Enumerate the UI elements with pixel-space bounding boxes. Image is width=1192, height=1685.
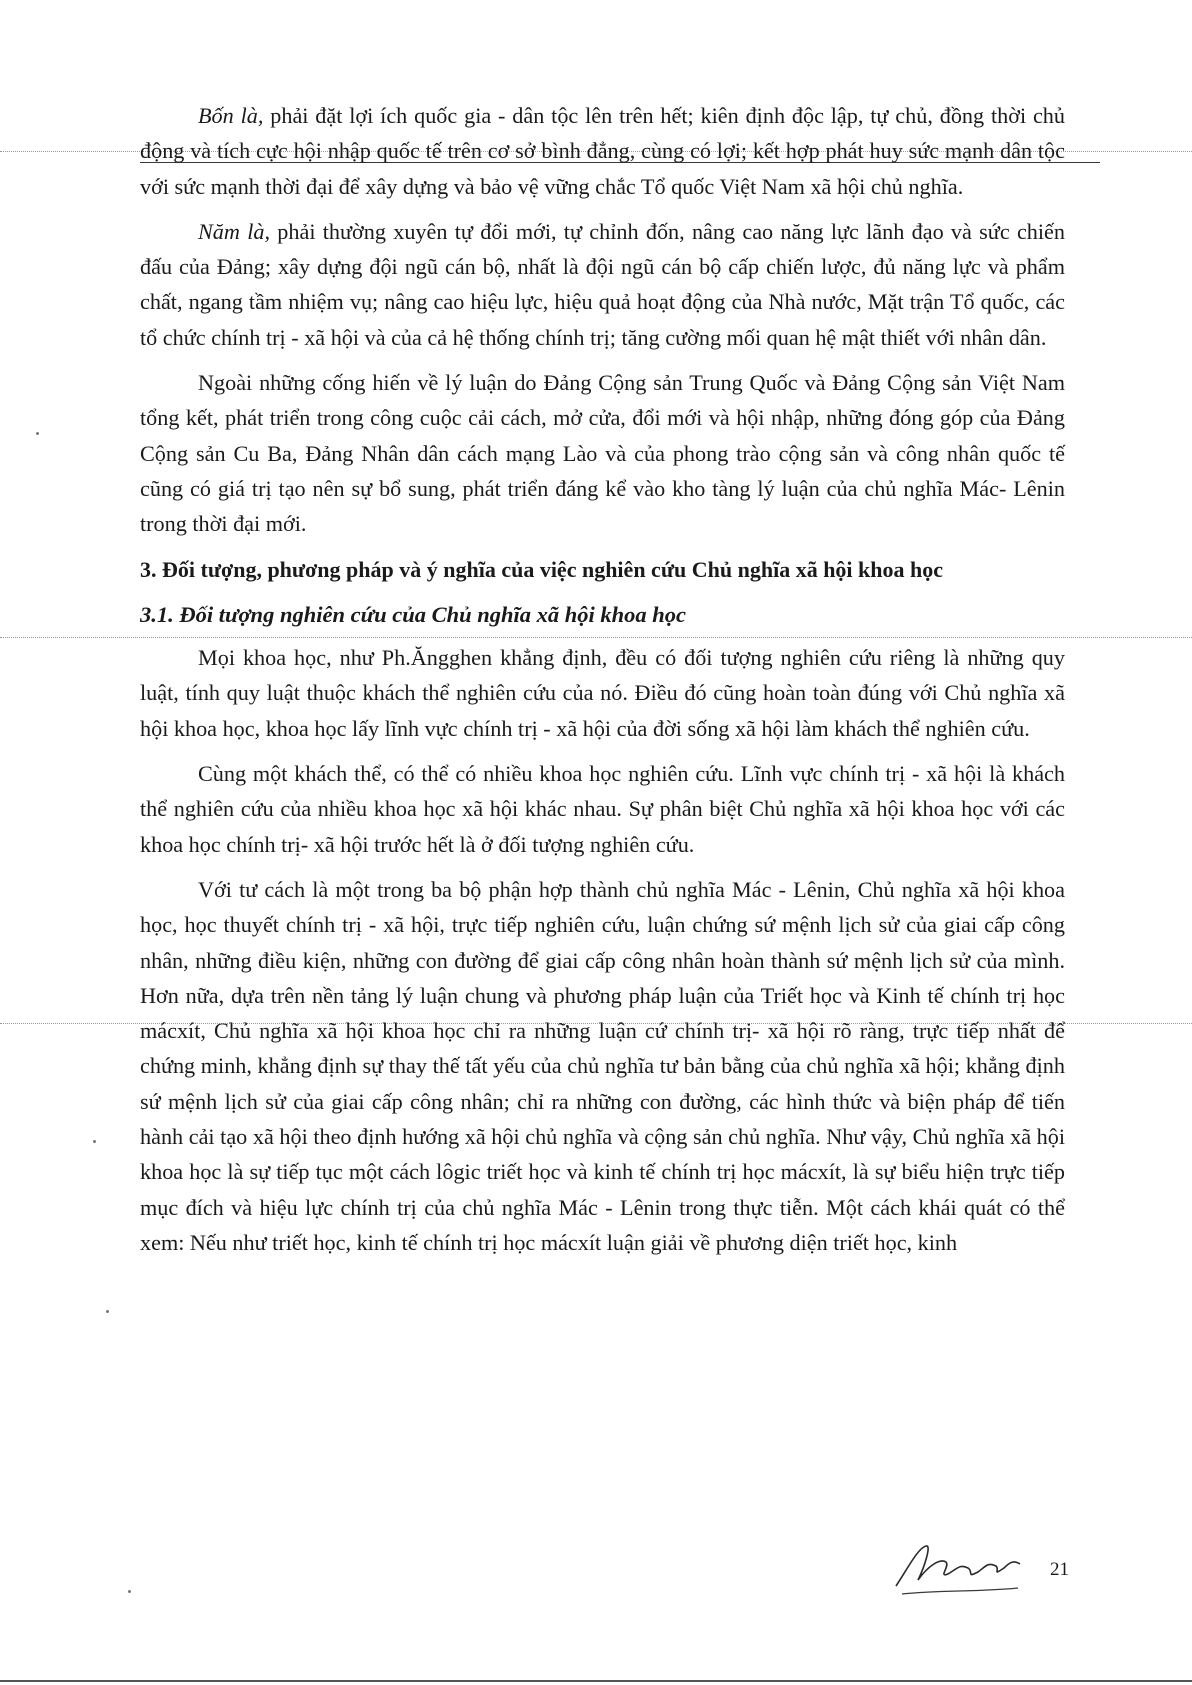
scan-speck [128, 1590, 131, 1593]
scan-bottom-edge [0, 1680, 1192, 1682]
paragraph-lead: Năm là, [198, 218, 270, 244]
section-heading-3-1: 3.1. Đối tượng nghiên cứu của Chủ nghĩa xã hội khoa học [140, 601, 687, 627]
signature-mark [888, 1538, 1038, 1598]
page-number: 21 [1050, 1559, 1069, 1580]
paragraph-text: phải thường xuyên tự đổi mới, tự chỉnh đốn, nâng cao năng lực lãnh đạo và sức chiến đấu của Đảng; xây dựng đội ngũ cán bộ, nhất là đội ngũ cán bộ cấp chiến lược, đủ năng lực và phẩm chất, ngang tầm nhiệm vụ; nâng cao hiệu lực, hiệu quả hoạt động của Nhà nước, Mặt trận Tổ quốc, các tổ chức chính trị - xã hội và của cả hệ thống chính trị; tăng cường mối quan hệ mật thiết với nhân dân. [140, 218, 1065, 350]
body-text [140, 98, 1065, 1270]
scan-speck [93, 1140, 96, 1143]
paragraph-contributions: Ngoài những cống hiến về lý luận do Đảng Cộng sản Trung Quốc và Đảng Cộng sản Việt Nam tổng kết, phát triển trong công cuộc cải cách, mở cửa, đổi mới và hội nhập, những đóng góp của Đảng Cộng sản Cu Ba, Đảng Nhân dân cách mạng Lào và của phong trào cộng sản và công nhân quốc tế cũng có giá trị tạo nên sự bổ sung, phát triển đáng kể vào kho tàng lý luận của chủ nghĩa Mác- Lênin trong thời đại mới. [140, 370, 1065, 537]
paragraph-role: Với tư cách là một trong ba bộ phận hợp thành chủ nghĩa Mác - Lênin, Chủ nghĩa xã hội khoa học, học thuyết chính trị - xã hội, trực tiếp nghiên cứu, luận chứng sứ mệnh lịch sử của giai cấp công nhân, những điều kiện, những con đường để giai cấp công nhân hoàn thành sứ mệnh lịch sử của mình. Hơn nữa, dựa trên nền tảng lý luận chung và phương pháp luận của Triết học và Kinh tế chính trị học mácxít, Chủ nghĩa xã hội khoa học chỉ ra những luận cứ chính trị- xã hội rõ ràng, trực tiếp nhất để chứng minh, khẳng định sự thay thế tất yếu của chủ nghĩa tư bản bằng của chủ nghĩa xã hội; khẳng định sứ mệnh lịch sử của giai cấp công nhân; chỉ ra những con đường, các hình thức và biện pháp để tiến hành cải tạo xã hội theo định hướng xã hội chủ nghĩa và cộng sản chủ nghĩa. Như vậy, Chủ nghĩa xã hội khoa học là sự tiếp tục một cách lôgic triết học và kinh tế chính trị học mácxít, là sự biểu hiện trực tiếp mục đích và hiệu lực chính trị của chủ nghĩa Mác - Lênin trong thực tiễn. Một cách khái quát có thể xem: Nếu như triết học, kinh tế chính trị học mácxít luận giải về phương diện triết học, kinh [140, 876, 1065, 1255]
paragraph-object-of-study: Mọi khoa học, như Ph.Ăngghen khẳng định, đều có đối tượng nghiên cứu riêng là những quy luật, tính quy luật thuộc khách thể nghiên cứu của nó. Điều đó cũng hoàn toàn đúng với Chủ nghĩa xã hội khoa học, khoa học lấy lĩnh vực chính trị - xã hội của đời sống xã hội làm khách thể nghiên cứu. [140, 645, 1065, 741]
paragraph-bon-la [140, 98, 1065, 204]
paragraph-same-object: Cùng một khách thể, có thể có nhiều khoa học nghiên cứu. Lĩnh vực chính trị - xã hội là khách thể nghiên cứu của nhiều khoa học xã hội khác nhau. Sự phân biệt Chủ nghĩa xã hội khoa học với các khoa học chính trị- xã hội trước hết là ở đối tượng nghiên cứu. [140, 761, 1065, 857]
scan-speck [106, 1310, 109, 1313]
section-heading-3: 3. Đối tượng, phương pháp và ý nghĩa của việc nghiên cứu Chủ nghĩa xã hội khoa học [140, 556, 944, 582]
scan-speck [36, 432, 39, 435]
paragraph-lead: Bốn là, [198, 103, 264, 128]
paragraph-text: phải đặt lợi ích quốc gia - dân tộc lên trên hết; kiên định độc lập, tự chủ, đồng thời chủ động và tích cực hội nhập quốc tế trên cơ sở bình đẳng, cùng có lợi; kết hợp phát huy sức mạnh dân tộc với sức mạnh thời đại để xây dựng và bảo vệ vững chắc Tổ quốc Việt Nam xã hội chủ nghĩa. [140, 103, 1065, 199]
paragraph-nam-la [140, 214, 1065, 355]
